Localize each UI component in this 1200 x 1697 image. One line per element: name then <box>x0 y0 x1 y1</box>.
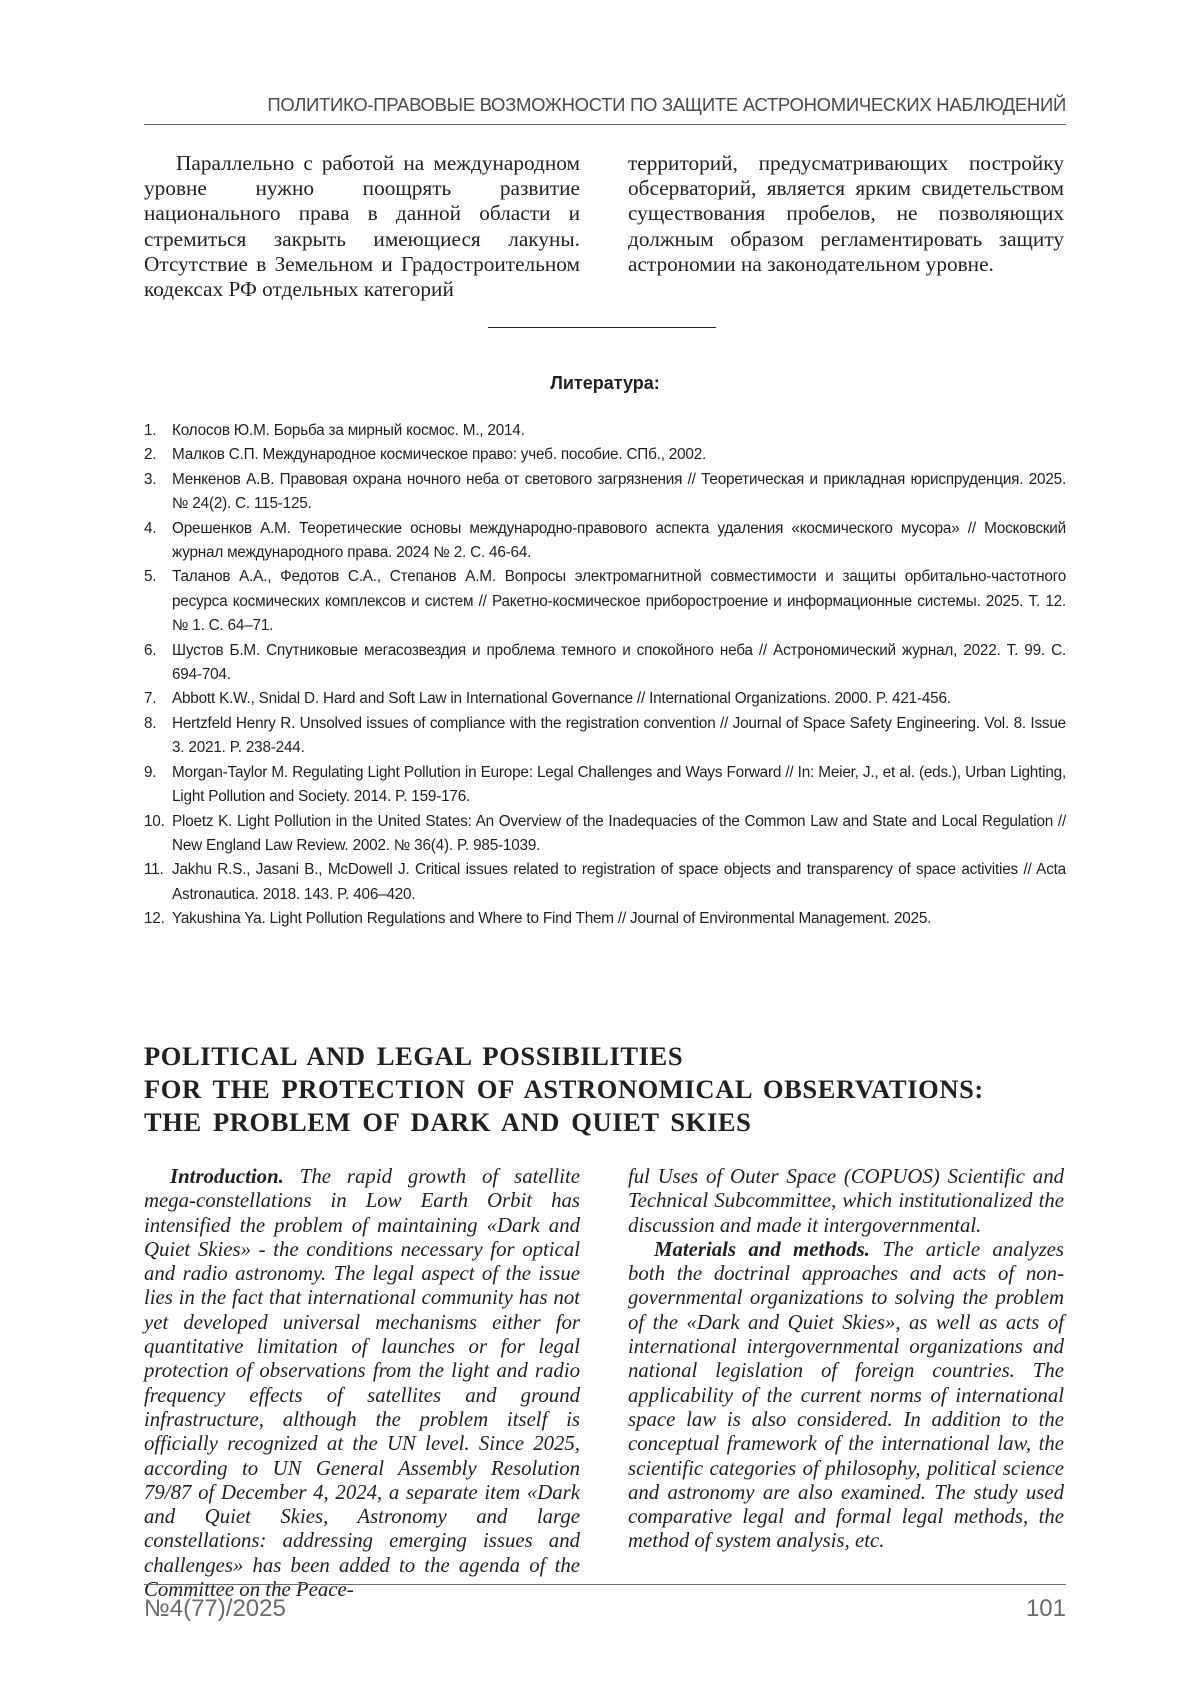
reference-item <box>144 517 1066 566</box>
ru-body-right-column <box>628 151 1064 277</box>
reference-number: 11. <box>144 861 164 879</box>
en-abstract-left-column <box>144 1165 580 1602</box>
reference-number: 6. <box>144 641 157 659</box>
title-line: POLITICAL AND LEGAL POSSIBILITIES <box>144 1041 684 1071</box>
reference-text: Yakushina Ya. Light Pollution Regulations and Where to Find Them // Journal of Environmental Management. 2025. <box>172 910 932 928</box>
ru-paragraph-right: территорий, предусматривающих постройку обсерваторий, является ярким свидетельством существования пробелов, не позволяющих должным образом регламентировать защиту астрономии на законодательном уровне. <box>628 151 1064 276</box>
reference-text: Орешенков А.М. Теоретические основы международно-правового аспекта удаления «космического мусора» // Московский журнал международного права. 2024 № 2. С. 46-64. <box>172 519 1066 562</box>
reference-text: Колосов Ю.М. Борьба за мирный космос. М., 2014. <box>172 422 525 439</box>
reference-item <box>144 565 1066 638</box>
reference-item <box>144 639 1066 688</box>
introduction-paragraph <box>144 1165 580 1602</box>
reference-item <box>144 761 1066 810</box>
reference-number: 5. <box>144 568 157 586</box>
reference-number: 3. <box>144 470 157 488</box>
methods-text: The article analyzes both the doctrinal approaches and acts of non-governmental organizations to solving the problem of the «Dark and Quiet Skies», as well as acts of international intergovernmental organizations and national legislation of foreign countries. The applicability of the current norms of international space law is also considered. In addition to the conceptual framework of the international law, the scientific categories of philosophy, political science and astronomy are also examined. The study used comparative legal and formal legal methods, the method of system analysis, etc. <box>628 1237 1064 1553</box>
reference-text: Hertzfeld Henry R. Unsolved issues of compliance with the registration convention // Journal of Space Safety Engineering. Vol. 8. Issue 3. 2021. P. 238-244. <box>172 714 1066 757</box>
reference-number: 12. <box>144 910 165 928</box>
page-number: 101 <box>1025 1595 1066 1622</box>
title-line: FOR THE PROTECTION OF ASTRONOMICAL OBSERVATIONS: <box>144 1074 984 1104</box>
reference-text: Малков С.П. Международное космическое право: учеб. пособие. СПб., 2002. <box>172 446 707 464</box>
reference-item <box>144 687 1066 711</box>
en-abstract-right-column <box>628 1165 1064 1554</box>
reference-number: 9. <box>144 763 157 781</box>
reference-text: Abbott K.W., Snidal D. Hard and Soft Law in International Governance // International Organizations. 2000. P. 421-456. <box>172 690 951 708</box>
reference-item <box>144 468 1066 517</box>
reference-text: Ploetz K. Light Pollution in the United States: An Overview of the Inadequacies of the Common Law and State and Local Regulation // New England Law Review. 2002. № 36(4). P. 985-1039. <box>172 812 1066 854</box>
reference-item <box>144 419 1066 443</box>
reference-item <box>144 810 1066 859</box>
issue-number: №4(77)/2025 <box>144 1595 286 1622</box>
reference-number: 1. <box>144 422 157 439</box>
reference-number: 2. <box>144 446 157 464</box>
title-line: THE PROBLEM OF DARK AND QUIET SKIES <box>144 1107 752 1137</box>
ru-paragraph-left: Параллельно с работой на международном уровне нужно поощрять развитие национального права в данной области и стремиться закрыть имеющиеся лакуны. Отсутствие в Земельном и Градостроительном кодексах РФ отдельных категорий <box>144 151 580 302</box>
reference-text: Менкенов А.В. Правовая охрана ночного неба от светового загрязнения // Теоретическая и прикладная юриспруденция. 2025. № 24(2). С. 115-125. <box>172 470 1066 513</box>
reference-item <box>144 858 1066 907</box>
introduction-continuation: ful Uses of Outer Space (COPUOS) Scientific and Technical Subcommittee, which institutionalized the discussion and made it intergovernmental. <box>628 1165 1064 1237</box>
introduction-label: Introduction. <box>170 1165 284 1188</box>
methods-paragraph <box>628 1238 1064 1554</box>
reference-text: Таланов А.А., Федотов С.А., Степанов А.М. Вопросы электромагнитной совместимости и защиты орбитально-частотного ресурса космических комплексов и систем // Ракетно-космическое приборостроение и информационные системы. 2025. Т. 12. № 1. С. 64–71. <box>172 568 1066 635</box>
references-list <box>144 419 1066 932</box>
running-header: ПОЛИТИКО-ПРАВОВЫЕ ВОЗМОЖНОСТИ ПО ЗАЩИТЕ АСТРОНОМИЧЕСКИХ НАБЛЮДЕНИЙ <box>267 94 1066 115</box>
english-article-title <box>144 1040 1066 1139</box>
reference-text: Шустов Б.М. Спутниковые мегасозвездия и проблема темного и спокойного неба // Астрономический журнал, 2022. Т. 99. С. 694-704. <box>172 641 1066 684</box>
ru-body-left-column <box>144 151 580 302</box>
reference-item <box>144 712 1066 761</box>
reference-number: 4. <box>144 519 157 537</box>
methods-label: Materials and methods. <box>654 1237 870 1261</box>
reference-item <box>144 907 1066 931</box>
reference-text: Morgan-Taylor M. Regulating Light Pollution in Europe: Legal Challenges and Ways Forward // In: Meier, J., et al. (eds.), Urban Lighting, Light Pollution and Society. 2014. P. 159-176. <box>172 763 1066 806</box>
reference-number: 7. <box>144 690 157 708</box>
references-title: Литература: <box>550 373 660 393</box>
reference-text: Jakhu R.S., Jasani B., McDowell J. Critical issues related to registration of space objects and transparency of space activities // Acta Astronautica. 2018. 143. P. 406–420. <box>172 861 1066 903</box>
header-rule <box>144 124 1066 125</box>
introduction-text: The rapid growth of satellite mega-constellations in Low Earth Orbit has intensified the problem of maintaining «Dark and Quiet Skies» - the conditions necessary for optical and radio astronomy. The legal aspect of the issue lies in the fact that international community has not yet developed universal mechanisms either for quantitative limitation of launches or for legal protection of observations from the light and radio frequency effects of satellites and ground infrastructure, although the problem itself is officially recognized at the UN level. Since 2025, according to UN General Assembly Resolution 79/87 of December 4, 2024, a separate item «Dark and Quiet Skies, Astronomy and large constellations: addressing emerging issues and challenges» has been added to the agenda of the Committee on the Peace- <box>144 1165 580 1602</box>
footer-rule <box>144 1584 1066 1585</box>
reference-item <box>144 443 1066 467</box>
section-separator <box>488 327 716 328</box>
reference-number: 8. <box>144 714 157 732</box>
reference-number: 10. <box>144 812 165 830</box>
